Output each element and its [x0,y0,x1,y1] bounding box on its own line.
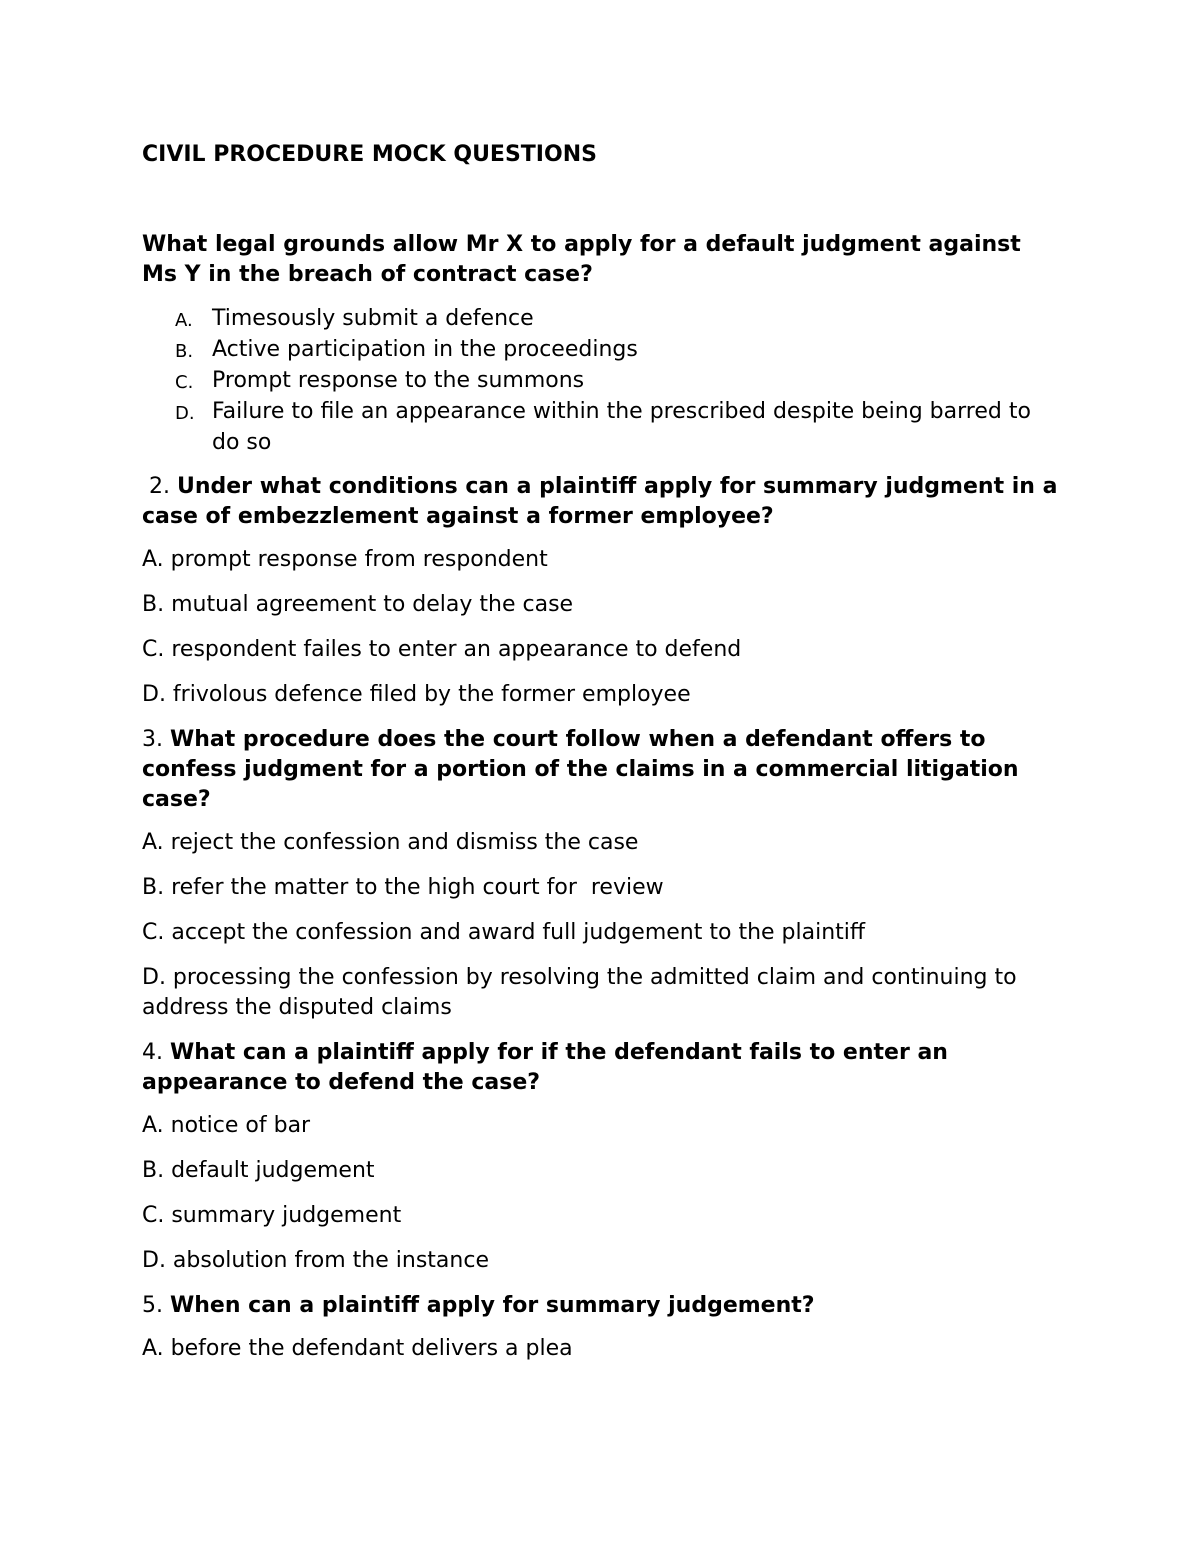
question-3-option-b: B. refer the matter to the high court for review [142,875,664,900]
question-2 [142,472,1062,532]
question-5-option-a: A. before the defendant delivers a plea [142,1336,573,1361]
question-4-option-d: D. absolution from the instance [142,1248,489,1273]
question-2-number: 2. [142,474,177,499]
document-title: CIVIL PROCEDURE MOCK QUESTIONS [142,142,597,167]
question-4-text: What can a plaintiff apply for if the defendant fails to enter an appearance to defend the case? [142,1040,948,1095]
question-1-options [142,303,1062,458]
option-letter: C. [175,372,194,393]
document-page [142,140,1062,1379]
option-text: Timesously submit a defence [212,306,534,331]
question-5-text: When can a plaintiff apply for summary judgement? [169,1293,815,1318]
question-4-option-a: A. notice of bar [142,1113,311,1138]
question-2-option-c: C. respondent failes to enter an appearance to defend [142,637,742,662]
option-letter: B. [175,341,194,362]
option-text: Active participation in the proceedings [212,337,638,362]
question-3-text: What procedure does the court follow when a defendant offers to confess judgment for a portion of the claims in a commercial litigation case? [142,727,1019,812]
question-4 [142,1038,1062,1098]
question-1-text: What legal grounds allow Mr X to apply for a default judgment against Ms Y in the breach of contract case? [142,232,1021,287]
question-3-option-d: D. processing the confession by resolving the admitted claim and continuing to address the disputed claims [142,965,1017,1020]
option-letter: A. [175,310,193,331]
question-3-option-a: A. reject the confession and dismiss the case [142,830,639,855]
question-4-option-b: B. default judgement [142,1158,375,1183]
question-1-option-c [142,365,1062,396]
option-text: Prompt response to the summons [212,368,585,393]
option-text: Failure to file an appearance within the prescribed despite being barred to do so [212,399,1031,455]
question-2-option-d: D. frivolous defence filed by the former employee [142,682,691,707]
question-3-option-c: C. accept the confession and award full judgement to the plaintiff [142,920,866,945]
question-4-option-c: C. summary judgement [142,1203,402,1228]
question-3-number: 3. [142,727,170,752]
question-2-option-a: A. prompt response from respondent [142,547,548,572]
question-5 [142,1291,1062,1321]
question-3 [142,725,1062,815]
question-2-option-b: B. mutual agreement to delay the case [142,592,574,617]
question-1-option-a [142,303,1062,334]
question-2-text: Under what conditions can a plaintiff apply for summary judgment in a case of embezzlement against a former employee? [142,474,1058,529]
question-1-option-b [142,334,1062,365]
question-1-option-d [142,396,1062,458]
question-1 [142,230,1062,290]
question-5-number: 5. [142,1293,170,1318]
option-letter: D. [175,403,195,424]
question-4-number: 4. [142,1040,170,1065]
